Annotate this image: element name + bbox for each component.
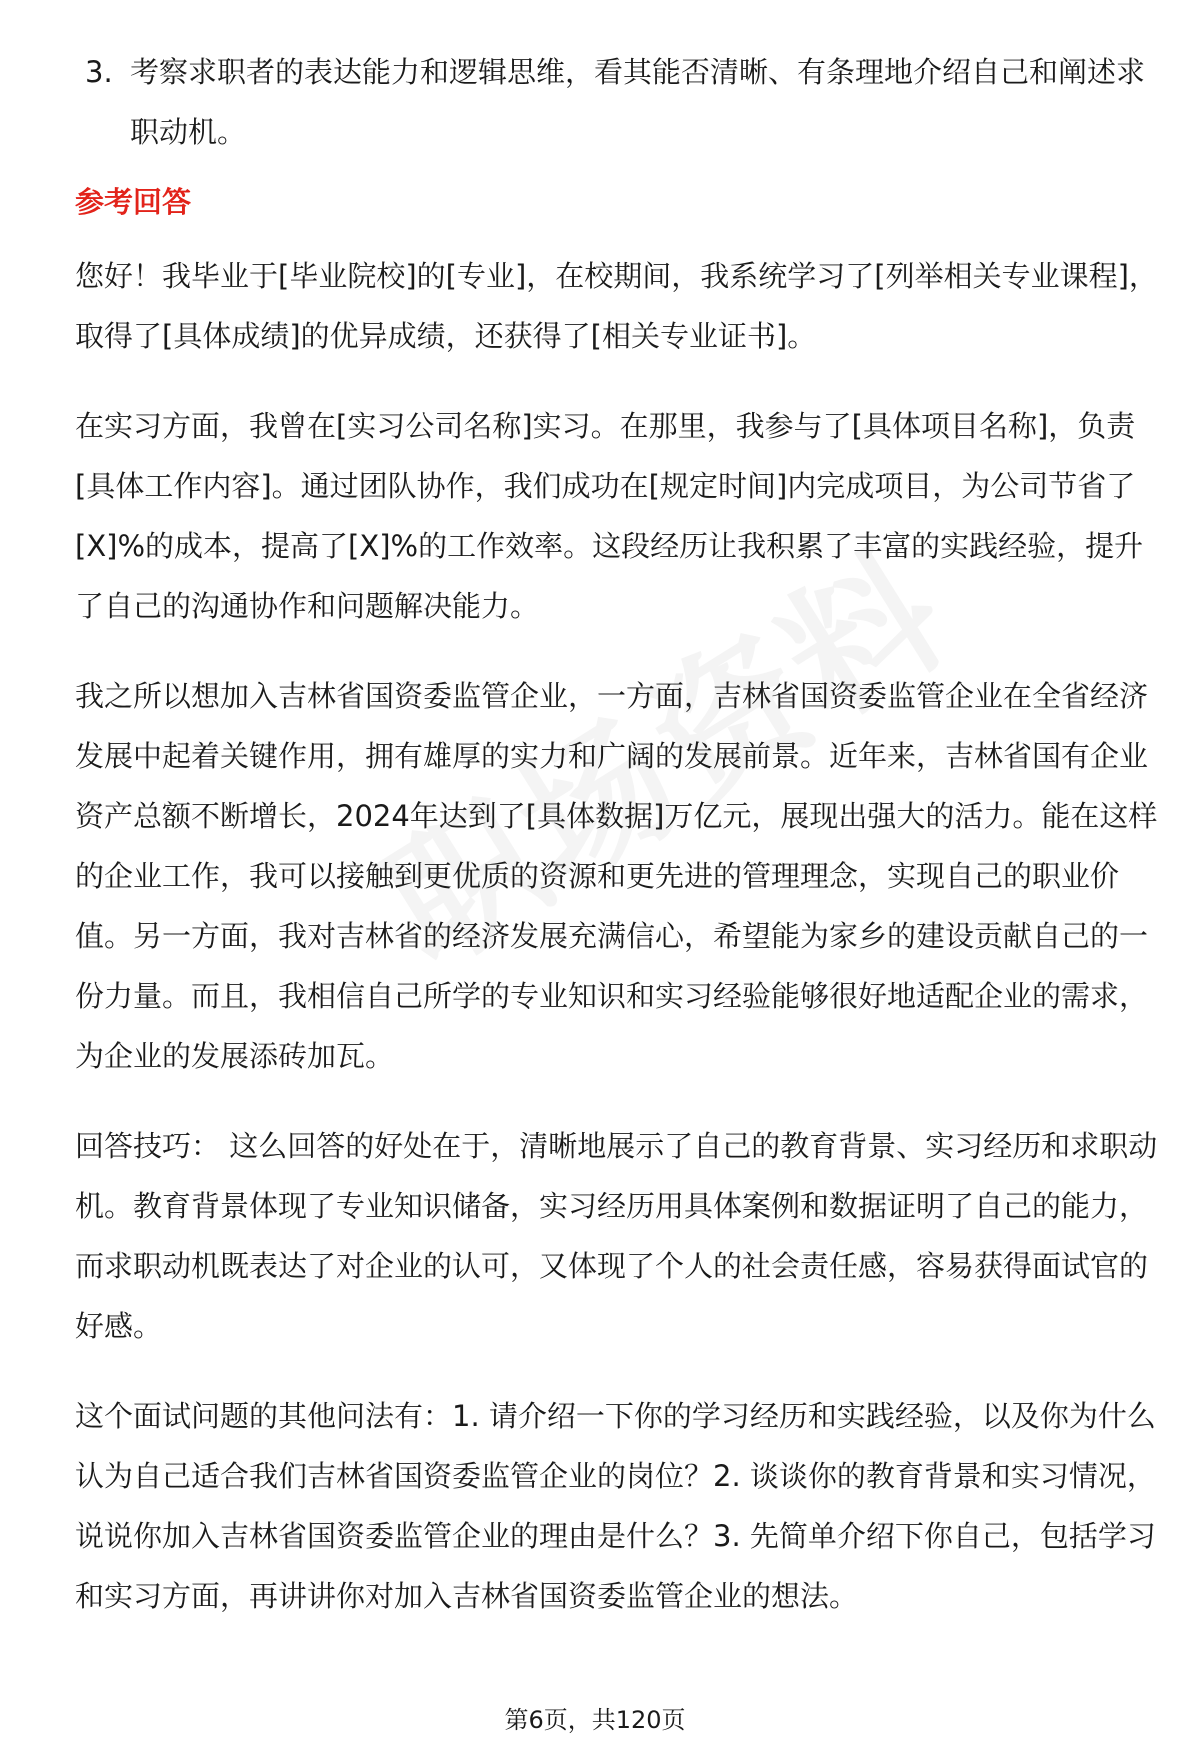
page-number-footer: 第6页，共120页 [504, 1706, 686, 1734]
list-number: 3. [85, 55, 113, 89]
document-content [75, 42, 1165, 1656]
section-title: 参考回答 [75, 185, 192, 219]
paragraph-motivation: 我之所以想加入吉林省国资委监管企业，一方面，吉林省国资委监管企业在全省经济发展中起着关键作用，拥有雄厚的实力和广阔的发展前景。近年来，吉林省国有企业资产总额不断增长，2024年达到了[具体数据]万亿元，展现出强大的活力。能在这样的企业工作，我可以接触到更优质的资源和更先进的管理理念，实现自己的职业价值。另一方面，我对吉林省的经济发展充满信心，希望能为家乡的建设贡献自己的一份力量。而且，我相信自己所学的专业知识和实习经验能够很好地适配企业的需求，为企业的发展添砖加瓦。 [75, 679, 1158, 1073]
paragraph-answer-tips: 回答技巧： 这么回答的好处在于，清晰地展示了自己的教育背景、实习经历和求职动机。教育背景体现了专业知识储备，实习经历用具体案例和数据证明了自己的能力，而求职动机既表达了对企业的认可，又体现了个人的社会责任感，容易获得面试官的好感。 [75, 1129, 1158, 1343]
paragraph-education: 您好！我毕业于[毕业院校]的[专业]，在校期间，我系统学习了[列举相关专业课程]，取得了[具体成绩]的优异成绩，还获得了[相关专业证书]。 [75, 259, 1158, 353]
list-item [75, 42, 1165, 162]
paragraph-other-questions: 这个面试问题的其他问法有：1. 请介绍一下你的学习经历和实践经验，以及你为什么认为自己适合我们吉林省国资委监管企业的岗位？2. 谈谈你的教育背景和实习情况，说说你加入吉林省国资委监管企业的理由是什么？3. 先简单介绍下你自己，包括学习和实习方面，再讲讲你对加入吉林省国资委监管企业的想法。 [75, 1399, 1156, 1613]
list-text: 考察求职者的表达能力和逻辑思维，看其能否清晰、有条理地介绍自己和阐述求职动机。 [130, 55, 1146, 149]
paragraph-internship: 在实习方面，我曾在[实习公司名称]实习。在那里，我参与了[具体项目名称]，负责[具体工作内容]。通过团队协作，我们成功在[规定时间]内完成项目，为公司节省了[X]%的成本，提高了[X]%的工作效率。这段经历让我积累了丰富的实践经验，提升了自己的沟通协作和问题解决能力。 [75, 409, 1144, 623]
